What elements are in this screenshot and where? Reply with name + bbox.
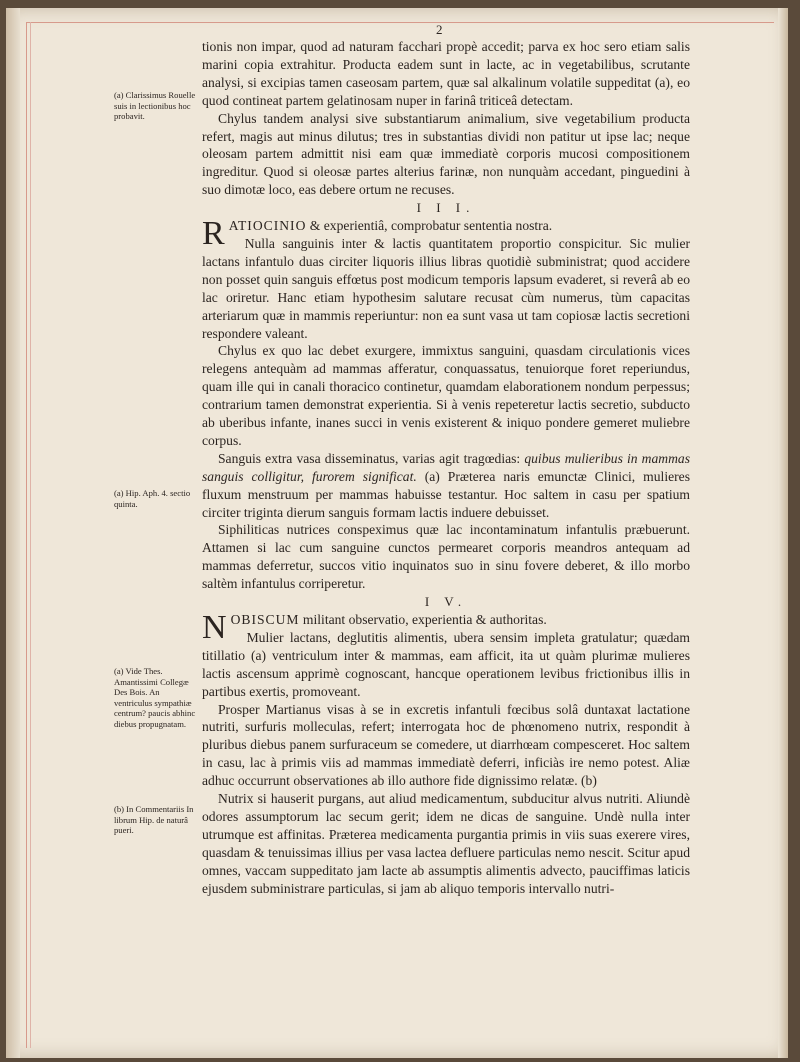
paragraph: Nutrix si hauserit purgans, aut aliud medicamentum, subducitur alvus nutriti. Aliundè odores assumptorum lac secum gerit; idem ne dicas de sanguine. Undè nulla inter utrumque est affinitas. Præterea medicamenta purgantia primis in viis suas exerere vires, quasdam & tenuissimas illius per vasa lactea defluere particulas nemo nescit. Scitur apud omnes, vaccam suppeditato jam lacte ab assumptis alimentis advecto, pauciffimas laticis ejusdem subministrare particulas, si jam ab aliquo temporis intervallo nutri- <box>202 791 690 896</box>
page-edge <box>778 8 788 1058</box>
margin-note: (b) In Commentariis In librum Hip. de naturâ pueri. <box>114 804 194 836</box>
text-run: Sanguis extra vasa disseminatus, varias agit tragœdias: <box>218 450 525 466</box>
section-lead <box>202 609 690 646</box>
paragraph: Siphiliticas nutrices conspeximus quæ lac incontaminatum infantulis præbuerunt. Attamen si lac cum sanguine cunctos permearet corporis meandros antequam ad mammas deferretur, succos vitio inquinatos suo in sinu fovere deberet, & illo morbo saltèm infantulus corriperetur. <box>202 522 690 592</box>
section-heading: I V. <box>424 594 468 610</box>
margin-note: (a) Clarissimus Rouelle suis in lectionibus hoc probavit. <box>114 90 196 122</box>
paragraph: Nulla sanguinis inter & lactis quantitatem proportio conspicitur. Sic mulier lactans infantulo duas circiter liquoris illius libras quotidiè subministrat; quod accidere non posset quin sanguis effœtus post modicum temporis lapsum evaderet, si reverâ ab eo lac oriretur. Hanc etiam hypothesim salutare recusat cùm numerus, tùm capacitas arteriarum quæ in mammis reperiuntur: non ea sunt vasa ut tam copiosæ lactis secretioni respondere valeant. <box>202 235 690 341</box>
paragraph: Chylus tandem analysi sive substantiarum animalium, sive vegetabilium producta refert, magis aut minus dilutus; tres in substantias dividi non patitur ut ipse lac; neque oleosam partem admittit nisi eam quæ immediatè corporis mucosi compositionem ingreditur. Quod si oleosæ partes alterius farinæ, non nunquàm accedant, pinguedini à suo dimotæ loco, eas debere ortum ne recuses. <box>202 110 690 198</box>
section-heading: I I I. <box>416 200 476 216</box>
main-text <box>202 38 690 898</box>
margin-note: (a) Vide Thes. Amantissimi Collegæ Des Bois. An ventriculus sympathiæ centrum? paucis abhinc diebus propugnatam. <box>114 666 196 729</box>
paragraph <box>202 450 690 522</box>
paragraph: Chylus ex quo lac debet exurgere, immixtus sanguini, quasdam circulationis vices relegens antequàm ad mammas afferatur, conquassatus, tenuiorque foret reperiundus, quam ille qui in canali thoracico continetur, quamdam elaborationem nondum perpessus; contrarium tamen demonstrat experientia. Si à venis repeteretur lactis secretio, subducto ab uberibus infante, inanes succi in venis existerent & iniquo pondere gemeret muliebre corpus. <box>202 343 690 448</box>
drop-cap: R <box>202 215 225 253</box>
paragraph: tionis non impar, quod ad naturam facchari propè accedit; parva ex hoc sero etiam salis marini copia extrahitur. Producta eadem sunt in lacte, ac in vegetabilibus, scrutante analysi, si excipias tamen caseosam partem, quæ sal alkalinum volatile suppeditat (a), eo quod contineat partem gelatinosam nuper in farinâ triticeâ detectam. <box>202 39 690 108</box>
red-border-top <box>26 22 774 23</box>
text-run: (a) Præterea naris emunctæ Clinici, mulieres fluxum menstruum per mammas habuisse testantur. Hoc saltem in casu per spatium circiter triginta dierum sanguis formam lactis induere debuisset. <box>202 468 690 520</box>
paragraph: Mulier lactans, deglutitis alimentis, ubera sensim impleta gratulatur; quædam titillatio (a) ventriculum inter & mammas, eam afficit, ita ut quàm plurimæ mulieres lactis ascensum apprimè cognoscant, hancque operationem levibus frictionibus illis in partibus exertis, promoveant. <box>202 629 690 699</box>
lead-text: militant observatio, experientia & authoritas. <box>299 612 547 627</box>
lead-capitals: ATIOCINIO <box>228 218 307 234</box>
lead-capitals: OBISCUM <box>230 612 300 627</box>
red-border-left-inner <box>30 22 31 1048</box>
margin-note: (a) Hip. Aph. 4. sectio quinta. <box>114 488 191 509</box>
section-lead <box>202 215 690 253</box>
paragraph: Prosper Martianus visas à se in excretis infantuli fœcibus solâ duntaxat lactatione nutriti, surfuris molleculas, refert; interrogata hoc de phœnomeno nutrix, respondit à pluribus diebus panem surfuraceum se comedere, ut diarrhœam compesceret. Hoc saltem in casu, lac à primis viis ad mammas immediatè deferri, inficiàs ire nemo potest. Aliæ adhuc occurrunt observationes ab illo authore fide dignissimo relatæ. (b) <box>202 701 690 789</box>
red-border-left <box>26 22 27 1048</box>
quotation: quibus mulieribus in mammas sanguis colligitur, furorem significat. <box>202 450 691 484</box>
page-number: 2 <box>436 22 443 37</box>
drop-cap: N <box>202 609 227 646</box>
lead-text: & experientiâ, comprobatur sententia nostra. <box>306 218 553 234</box>
page-gutter <box>6 8 20 1058</box>
